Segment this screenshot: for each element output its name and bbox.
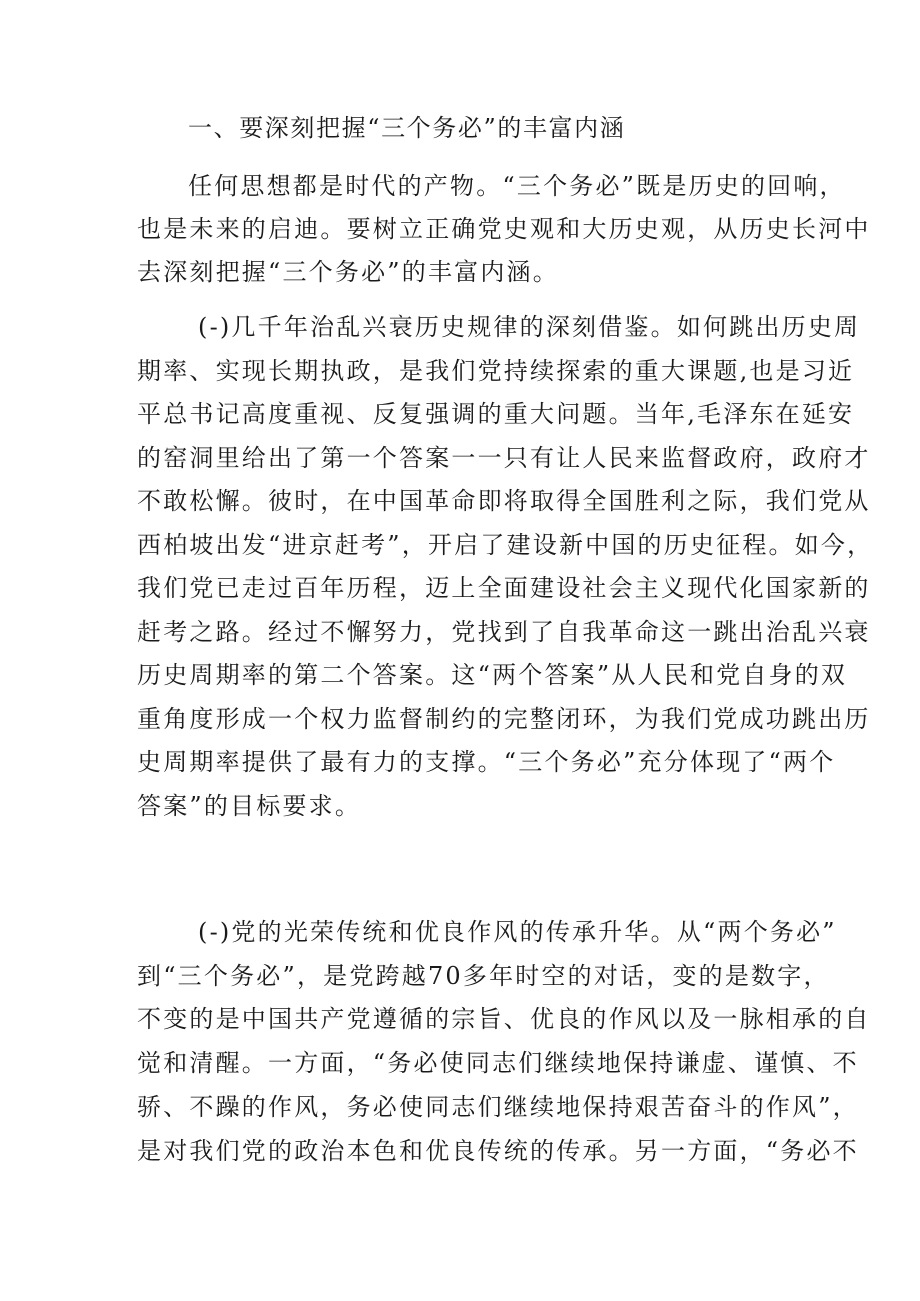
paragraph-line: 赶考之路。经过不懈努力，党找到了自我革命这一跳出治乱兴衰 — [137, 618, 871, 646]
section-heading: 一、要深刻把握“三个务必”的丰富内涵 — [188, 114, 626, 142]
subsection-heading-line: (-)几千年治乱兴衰历史规律的深刻借鉴。如何跳出历史周 — [198, 313, 861, 341]
paragraph-line: 是对我们党的政治本色和优良传统的传承。另一方面，“务必不 — [137, 1137, 859, 1165]
paragraph-line: 平总书记高度重视、反复强调的重大问题。当年,毛泽东在延安 — [137, 400, 855, 428]
paragraph-line: 答案”的目标要求。 — [137, 792, 362, 820]
paragraph-line: 到“三个务必”，是党跨越70多年时空的对话，变的是数字， — [137, 962, 830, 990]
paragraph-line: 史周期率提供了最有力的支撑。“三个务必”充分体现了“两个 — [137, 748, 836, 776]
paragraph-line: 任何思想都是时代的产物。“三个务必”既是历史的回响， — [188, 172, 846, 200]
paragraph-line: 的窑洞里给出了第一个答案一一只有让人民来监督政府，政府才 — [137, 444, 871, 472]
subsection-heading-line: (-)党的光荣传统和优良作风的传承升华。从“两个务必” — [198, 918, 837, 946]
paragraph-line: 觉和清醒。一方面，“务必使同志们继续地保持谦虚、谨慎、不 — [137, 1049, 859, 1077]
paragraph-line: 也是未来的启迪。要树立正确党史观和大历史观，从历史长河中 — [137, 215, 871, 243]
paragraph-line: 不变的是中国共产党遵循的宗旨、优良的作风以及一脉相承的自 — [137, 1005, 871, 1033]
paragraph-line: 我们党已走过百年历程，迈上全面建设社会主义现代化国家新的 — [137, 574, 871, 602]
paragraph-line: 历史周期率的第二个答案。这“两个答案”从人民和党自身的双 — [137, 661, 848, 689]
paragraph-line: 重角度形成一个权力监督制约的完整闭环，为我们党成功跳出历 — [137, 705, 871, 733]
paragraph-line: 不敢松懈。彼时，在中国革命即将取得全国胜利之际，我们党从 — [137, 487, 871, 515]
paragraph-line: 期率、实现长期执政，是我们党持续探索的重大课题,也是习近 — [137, 357, 855, 385]
paragraph-line: 骄、不躁的作风，务必使同志们继续地保持艰苦奋斗的作风”， — [137, 1093, 859, 1121]
paragraph-line: 去深刻把握“三个务必”的丰富内涵。 — [137, 258, 559, 286]
paragraph-line: 西柏坡出发“进京赶考”，开启了建设新中国的历史征程。如今， — [137, 531, 874, 559]
